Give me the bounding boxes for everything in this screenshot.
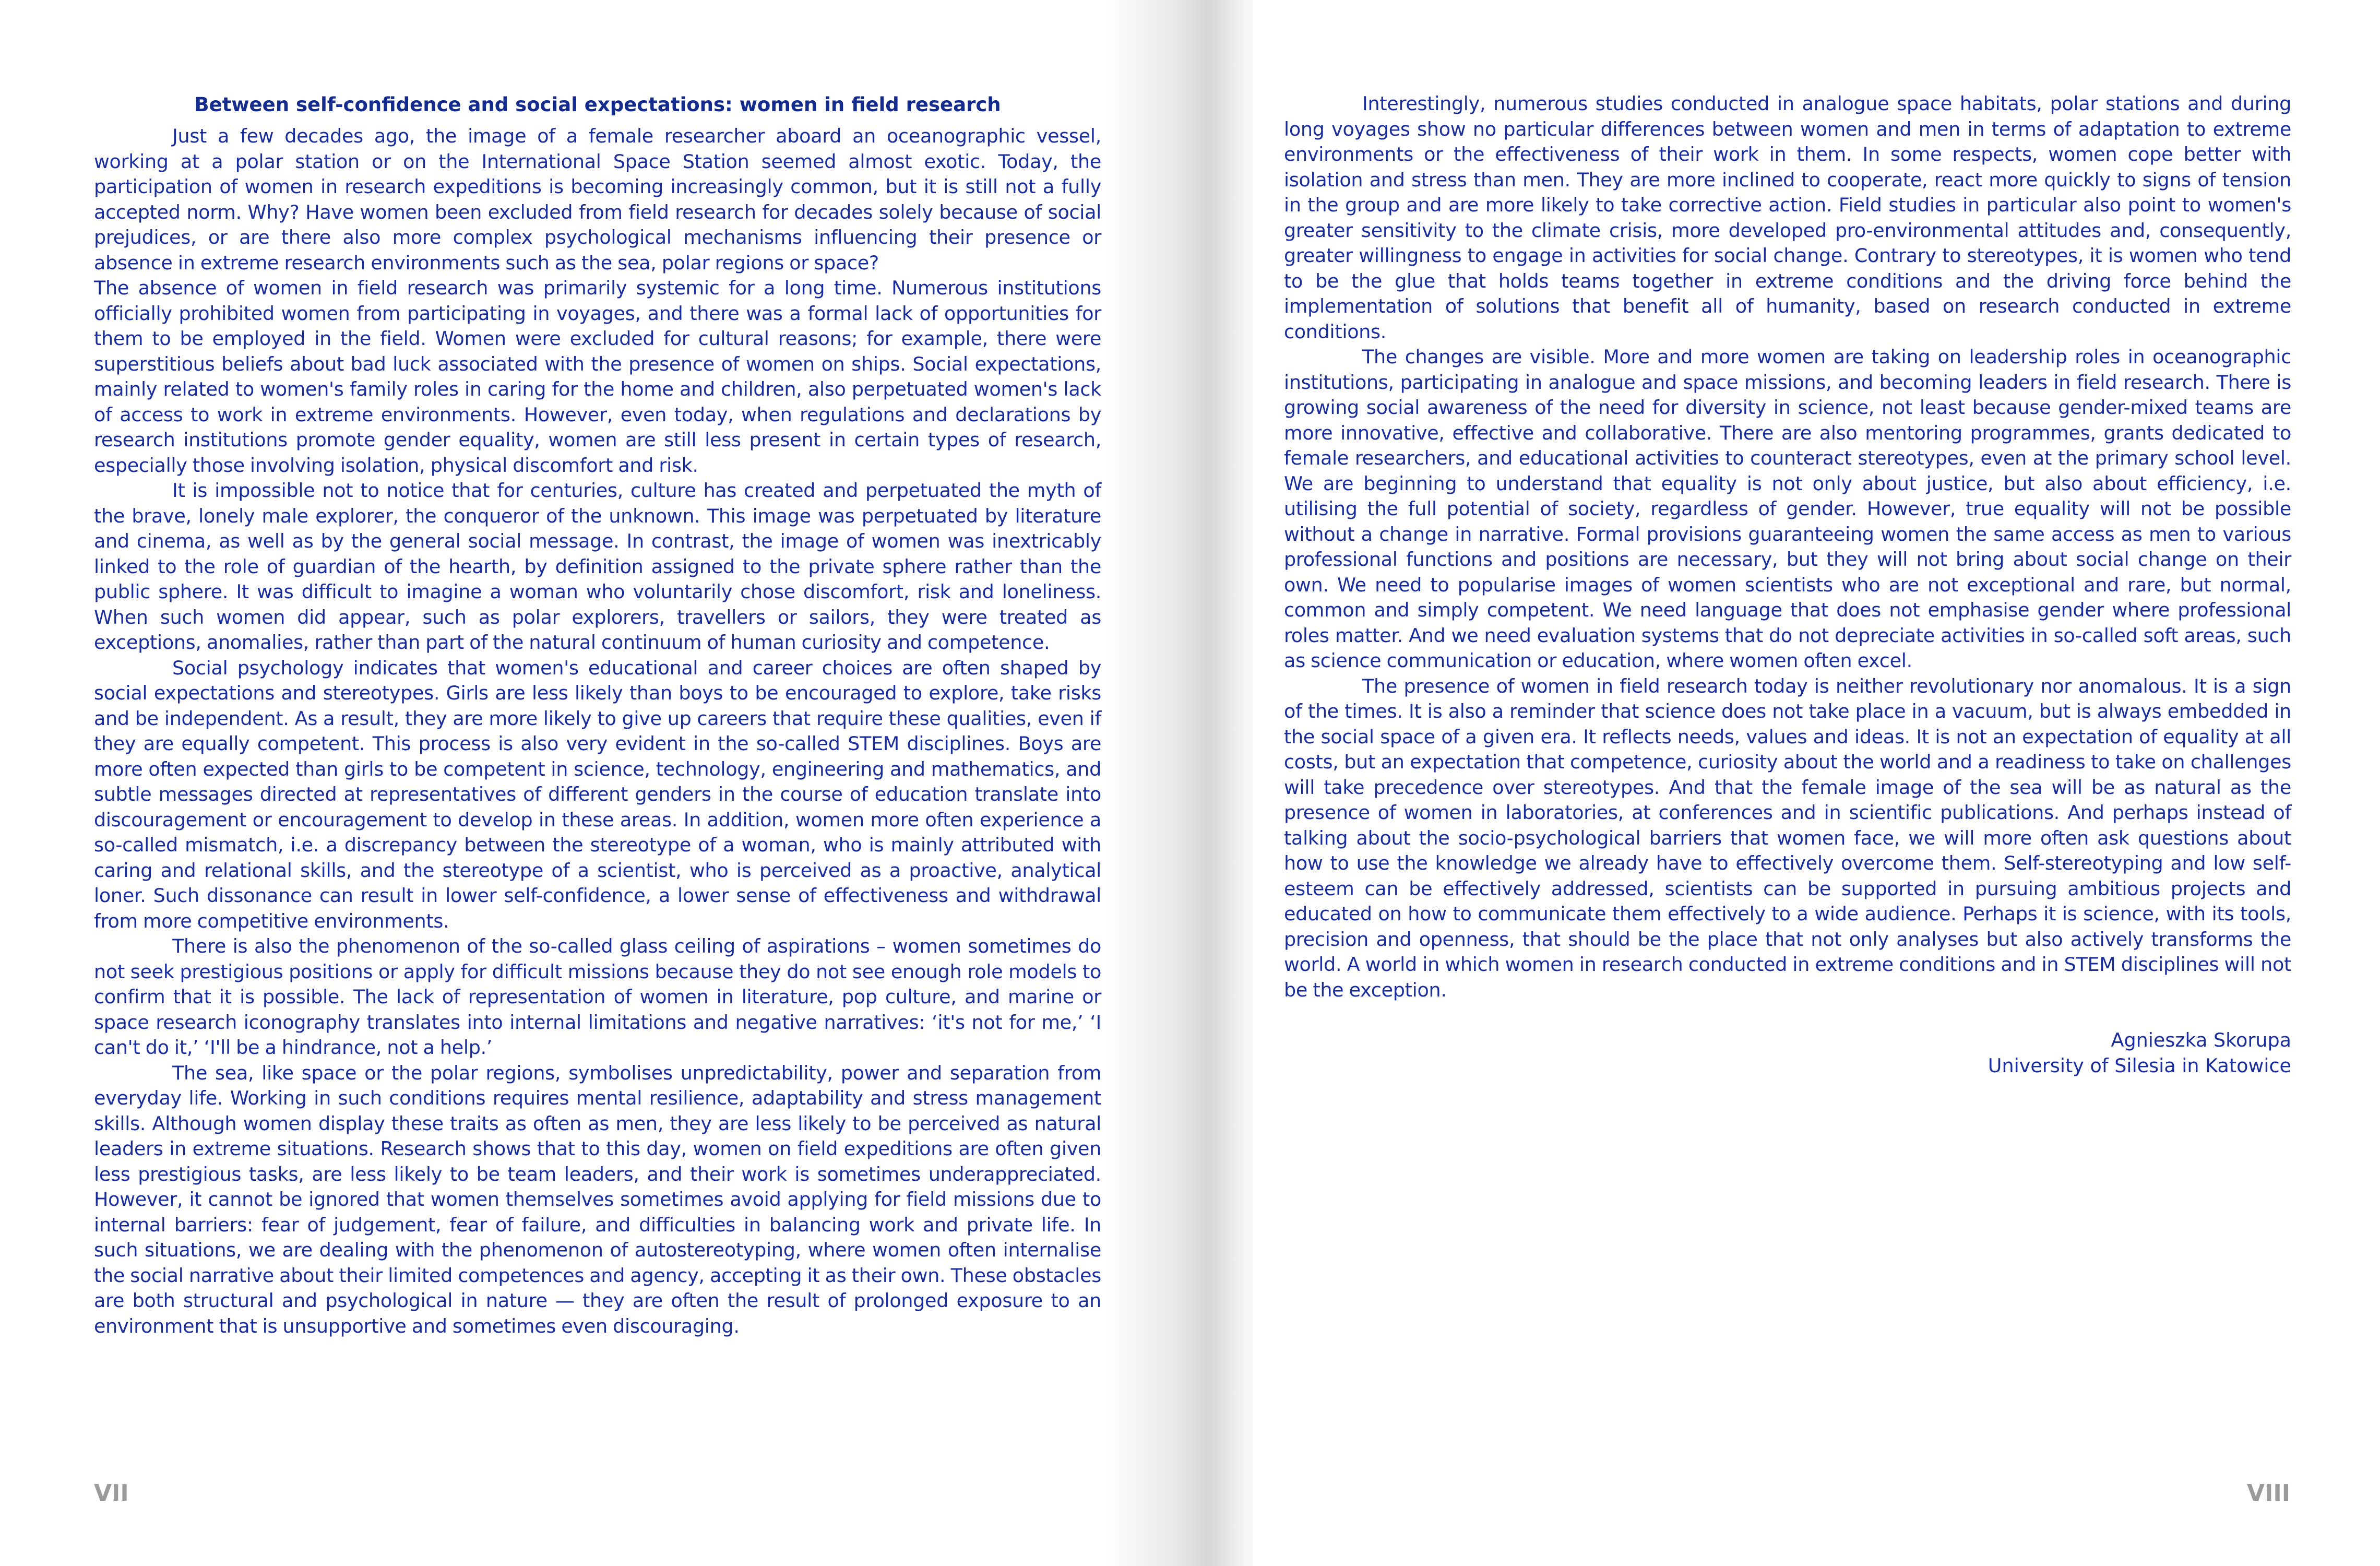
page-number-left: VII: [94, 1480, 129, 1506]
left-page: [0, 0, 1127, 1566]
left-text-column: [94, 91, 1101, 1339]
paragraph: Social psychology indicates that women's educational and career choices are often shaped by social expectations and stereotypes. Girls are less likely than boys to be encouraged to explore, take risks and be independent. As a result, they are more likely to give up careers that require these qualities, even if they are equally competent. This process is also very evident in the so-called STEM disciplines. Boys are more often expected than girls to be competent in science, technology, engineering and mathematics, and subtle messages directed at representatives of different genders in the course of education translate into discouragement or encouragement to develop in these areas. In addition, women more often experience a so-called mismatch, i.e. a discrepancy between the stereotype of a woman, who is mainly attributed with caring and relational skills, and the stereotype of a scientist, who is perceived as a proactive, analytical loner. Such dissonance can result in lower self-confidence, a lower sense of effectiveness and withdrawal from more competitive environments.: [94, 656, 1101, 932]
paragraph: The changes are visible. More and more women are taking on leadership roles in oceanographic institutions, participating in analogue and space missions, and becoming leaders in field research. There is growing social awareness of the need for diversity in science, not least because gender-mixed teams are more innovative, effective and collaborative. There are also mentoring programmes, grants dedicated to female researchers, and educational activities to counteract stereotypes, even at the primary school level. We are beginning to understand that equality is not only about justice, but also about efficiency, i.e. utilising the full potential of society, regardless of gender. However, true equality will not be possible without a change in narrative. Formal provisions guaranteeing women the same access as men to various professional functions and positions are necessary, but they will not bring about social change on their own. We need to popularise images of women scientists who are not exceptional and rare, but normal, common and simply competent. We need language that does not emphasise gender where professional roles matter. And we need evaluation systems that do not depreciate activities in so-called soft areas, such as science communication or education, where women often excel.: [1284, 346, 2291, 672]
paragraph: Just a few decades ago, the image of a female researcher aboard an oceanographic vessel, working at a polar station or on the International Space Station seemed almost exotic. Today, the participation of women in research expeditions is becoming increasingly common, but it is still not a fully accepted norm. Why? Have women been excluded from field research for decades solely because of social prejudices, or are there also more complex psychological mechanisms influencing their presence or absence in extreme research environments such as the sea, polar regions or space?: [94, 125, 1101, 274]
right-text-column: [1284, 91, 2291, 1078]
paragraph: It is impossible not to notice that for centuries, culture has created and perpetuated the myth of the brave, lonely male explorer, the conqueror of the unknown. This image was perpetuated by literature and cinema, as well as by the general social message. In contrast, the image of women was inextricably linked to the role of guardian of the hearth, by definition assigned to the private sphere rather than the public sphere. It was difficult to imagine a woman who voluntarily chose discomfort, risk and loneliness. When such women did appear, such as polar explorers, travellers or sailors, they were treated as exceptions, anomalies, rather than part of the natural continuum of human curiosity and competence.: [94, 479, 1101, 654]
page-number-right: VIII: [2247, 1480, 2291, 1506]
author-name: Agnieszka Skorupa: [2111, 1029, 2291, 1051]
right-page: [1253, 0, 2380, 1566]
paragraph: There is also the phenomenon of the so-called glass ceiling of aspirations – women sometimes do not seek prestigious positions or apply for difficult missions because they do not see enough role models to confirm that it is possible. The lack of representation of women in literature, pop culture, and marine or space research iconography translates into internal limitations and negative narratives: ‘it's not for me,’ ‘I can't do it,’ ‘I'll be a hindrance, not a help.’: [94, 935, 1101, 1059]
article-title: Between self-confidence and social expectations: women in field research: [194, 93, 1001, 116]
paragraph: Interestingly, numerous studies conducted in analogue space habitats, polar stations and during long voyages show no particular differences between women and men in terms of adaptation to extreme environments or the effectiveness of their work in them. In some respects, women cope better with isolation and stress than men. They are more inclined to cooperate, react more quickly to signs of tension in the group and are more likely to take corrective action. Field studies in particular also point to women's greater sensitivity to the climate crisis, more developed pro-environmental attitudes and, consequently, greater willingness to engage in activities for social change. Contrary to stereotypes, it is women who tend to be the glue that holds teams together in extreme conditions and the driving force behind the implementation of solutions that benefit all of humanity, based on research conducted in extreme conditions.: [1284, 92, 2291, 343]
paragraph: The absence of women in field research was primarily systemic for a long time. Numerous institutions officially prohibited women from participating in voyages, and there was a formal lack of opportunities for them to be employed in the field. Women were excluded for cultural reasons; for example, there were superstitious beliefs about bad luck associated with the presence of women on ships. Social expectations, mainly related to women's family roles in caring for the home and children, also perpetuated women's lack of access to work in extreme environments. However, even today, when regulations and declarations by research institutions promote gender equality, women are still less present in certain types of research, especially those involving isolation, physical discomfort and risk.: [94, 277, 1101, 477]
author-affiliation: University of Silesia in Katowice: [1988, 1054, 2291, 1077]
paragraph: The sea, like space or the polar regions, symbolises unpredictability, power and separation from everyday life. Working in such conditions requires mental resilience, adaptability and stress management skills. Although women display these traits as often as men, they are less likely to be perceived as natural leaders in extreme situations. Research shows that to this day, women on field expeditions are often given less prestigious tasks, are less likely to be team leaders, and their work is sometimes underappreciated. However, it cannot be ignored that women themselves sometimes avoid applying for field missions due to internal barriers: fear of judgement, fear of failure, and difficulties in balancing work and private life. In such situations, we are dealing with the phenomenon of autostereotyping, where women often internalise the social narrative about their limited competences and agency, accepting it as their own. These obstacles are both structural and psychological in nature — they are often the result of prolonged exposure to an environment that is unsupportive and sometimes even discouraging.: [94, 1061, 1101, 1337]
author-signature: [1284, 1028, 2291, 1078]
paragraph: The presence of women in field research today is neither revolutionary nor anomalous. It is a sign of the times. It is also a reminder that science does not take place in a vacuum, but is always embedded in the social space of a given era. It reflects needs, values and ideas. It is not an expectation of equality at all costs, but an expectation that competence, curiosity about the world and a readiness to take on challenges will take precedence over stereotypes. And that the female image of the sea will be as natural as the presence of women in laboratories, at conferences and in scientific publications. And perhaps instead of talking about the socio-psychological barriers that women face, we will more often ask questions about how to use the knowledge we already have to effectively overcome them. Self-stereotyping and low self-esteem can be effectively addressed, scientists can be supported in pursuing ambitious projects and educated on how to communicate them effectively to a wide audience. Perhaps it is science, with its tools, precision and openness, that should be the place that not only analyses but also actively transforms the world. A world in which women in research conducted in extreme conditions and in STEM disciplines will not be the exception.: [1284, 674, 2291, 1001]
